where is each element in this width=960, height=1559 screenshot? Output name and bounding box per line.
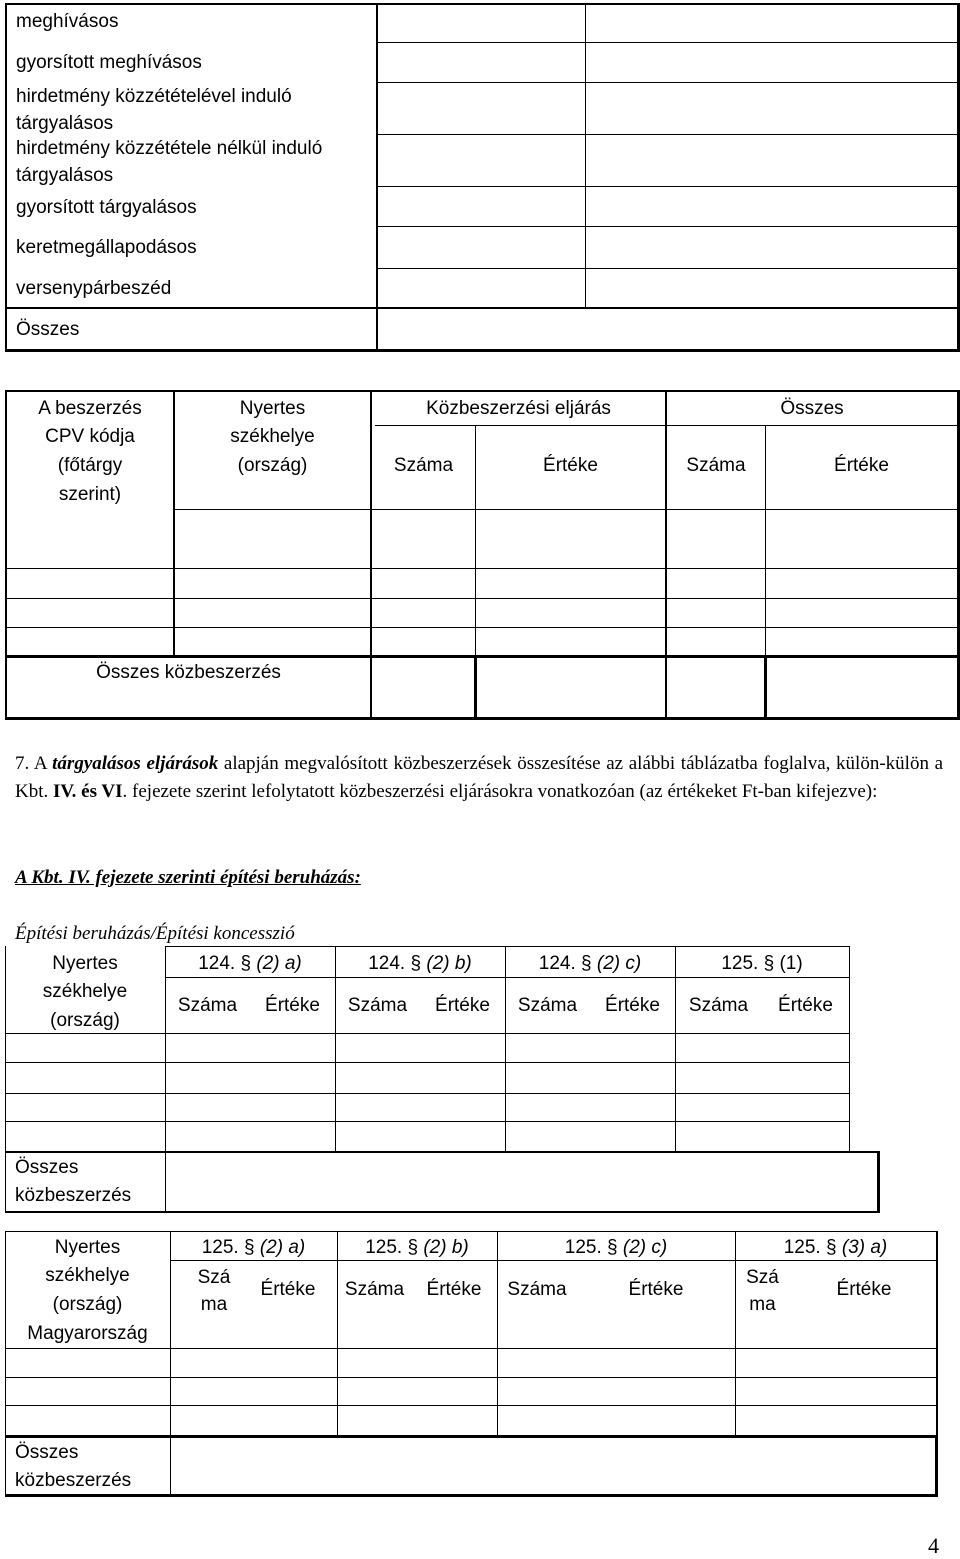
section-7-bold-vi: és VI	[81, 781, 123, 802]
header-cpv-line3: (főtárgy	[57, 455, 123, 476]
t4-erteke-1: Értéke	[260, 1279, 316, 1300]
section-sign: §	[826, 1237, 837, 1258]
t4-group-num: 125.	[201, 1237, 244, 1258]
t4-total-line1: Összes	[15, 1442, 79, 1463]
t3-erteke-4: Értéke	[778, 995, 833, 1016]
t4-group-ref: (2) c)	[622, 1237, 668, 1258]
table-3-title: Építési beruházás/Építési koncesszió	[15, 923, 295, 944]
t3-total-line1: Összes	[15, 1157, 79, 1178]
t3-group-ref: (2) b)	[426, 953, 472, 974]
subheading-kbt-iv: A Kbt. IV. fejezete szerinti építési beruházás:	[15, 867, 361, 888]
t4-group-num: 125.	[365, 1237, 408, 1258]
t4-szama-3: Száma	[507, 1279, 567, 1300]
t4-group-125-2c	[497, 1234, 735, 1261]
header-kozbeszerzesi-eljaras: Közbeszerzési eljárás	[426, 398, 611, 419]
t3-szama-1: Száma	[177, 995, 238, 1016]
t3-total-line2: közbeszerzés	[15, 1185, 132, 1206]
t3-erteke-1: Értéke	[265, 995, 320, 1016]
t4-szama-4-line2: ma	[749, 1294, 776, 1315]
section-sign: §	[407, 1237, 419, 1258]
t4-header-nyertes-line1: Nyertes	[54, 1237, 121, 1258]
t3-group-num: 124.	[368, 953, 411, 974]
section-sign: §	[240, 953, 252, 974]
header-szama-1: Száma	[393, 455, 454, 476]
header-cpv-line1: A beszerzés	[38, 398, 142, 419]
procedure-meghivasos: meghívásos	[16, 11, 119, 32]
t3-group-num: 124.	[198, 953, 241, 974]
t4-szama-4-line1: Szá	[746, 1267, 779, 1288]
procedure-hirdetmennyel-targyalasos: hirdetmény közzétételével induló tárgyalásos	[16, 86, 292, 134]
section-7-paragraph	[15, 750, 943, 806]
t4-header-nyertes-line2: székhelye	[45, 1265, 130, 1286]
t3-erteke-2: Értéke	[435, 995, 490, 1016]
t3-group-ref: (1)	[779, 953, 803, 974]
t3-group-ref: (2) a)	[256, 953, 302, 974]
procedure-versenyparbeszed: versenypárbeszéd	[16, 278, 172, 299]
t4-group-ref: (3) a)	[841, 1237, 888, 1258]
header-szama-2: Száma	[686, 455, 746, 476]
procedure-hirdetmeny-nelkul-targyalasos: hirdetmény közzététele nélkül induló tárgyalásos	[16, 138, 323, 186]
t4-header-nyertes-line3: (ország)	[52, 1294, 123, 1315]
t4-group-ref: (2) b)	[423, 1237, 469, 1258]
t3-group-ref: (2) c)	[596, 953, 642, 974]
procedure-keretmegallapodasos: keretmegállapodásos	[16, 237, 197, 258]
t3-erteke-3: Értéke	[605, 995, 660, 1016]
section-sign: §	[607, 1237, 618, 1258]
t4-szama-2: Száma	[344, 1279, 405, 1300]
section-7-text-1: alapján megvalósított közbeszerzések összesítése az alábbi táblázatba foglalva, külön-külön a Kbt.	[15, 753, 944, 802]
t3-header-nyertes-line1: Nyertes	[52, 953, 118, 974]
t3-szama-2: Száma	[347, 995, 408, 1016]
t3-header-nyertes-line2: székhelye	[42, 981, 128, 1002]
t4-group-ref: (2) a)	[259, 1237, 306, 1258]
section-sign: §	[581, 953, 592, 974]
section-sign: §	[244, 1237, 255, 1258]
header-cpv-line4: szerint)	[58, 484, 122, 505]
t4-szama-1-line1: Szá	[197, 1267, 231, 1288]
t4-group-num: 125.	[783, 1237, 826, 1258]
t4-group-125-2a	[170, 1234, 337, 1261]
t3-group-num: 124.	[538, 953, 582, 974]
t3-group-124-2b	[335, 950, 505, 977]
procedure-gyorsitott-meghivasos: gyorsított meghívásos	[16, 52, 202, 73]
procedure-gyorsitott-targyalasos: gyorsított tárgyalásos	[16, 197, 197, 218]
t4-erteke-3: Értéke	[628, 1279, 684, 1300]
header-nyertes-line3: (ország)	[237, 455, 308, 476]
t3-group-num: 125.	[721, 953, 764, 974]
header-nyertes-line1: Nyertes	[239, 398, 306, 419]
t3-group-124-2c	[505, 950, 675, 977]
t4-erteke-4: Értéke	[836, 1279, 892, 1300]
t4-erteke-2: Értéke	[426, 1279, 482, 1300]
section-sign: §	[763, 953, 775, 974]
t3-szama-3: Száma	[517, 995, 578, 1016]
section-7-bold-iv: IV.	[53, 781, 77, 802]
t4-group-num: 125.	[564, 1237, 608, 1258]
t4-group-125-3a	[735, 1234, 936, 1261]
header-nyertes-line2: székhelye	[230, 426, 315, 447]
total-osszes-kozbeszerzes: Összes közbeszerzés	[96, 662, 281, 683]
page-number: 4	[928, 1533, 939, 1558]
header-cpv-line2: CPV kódja	[45, 426, 135, 447]
section-7-number: 7. A	[15, 753, 53, 774]
header-erteke-2: Értéke	[834, 455, 889, 476]
t4-total-line2: közbeszerzés	[15, 1470, 132, 1491]
section-sign: §	[410, 953, 422, 974]
header-erteke-1: Értéke	[543, 455, 598, 476]
t3-header-nyertes-line3: (ország)	[50, 1010, 120, 1031]
header-osszes: Összes	[780, 398, 844, 419]
section-7-text-2: . fejezete szerint lefolytatott közbeszerzési eljárásokra vonatkozóan (az értékeket Ft-ban kifejezve):	[122, 781, 878, 802]
t3-group-125-1	[675, 950, 849, 977]
t4-group-125-2b	[337, 1234, 497, 1261]
t4-header-country: Magyarország	[27, 1323, 148, 1344]
section-7-emphasis: tárgyalásos eljárások	[52, 753, 219, 774]
t3-group-124-2a	[165, 950, 335, 977]
procedure-osszes: Összes	[16, 319, 80, 340]
t3-szama-4: Száma	[688, 995, 749, 1016]
t4-szama-1-line2: ma	[200, 1294, 228, 1315]
